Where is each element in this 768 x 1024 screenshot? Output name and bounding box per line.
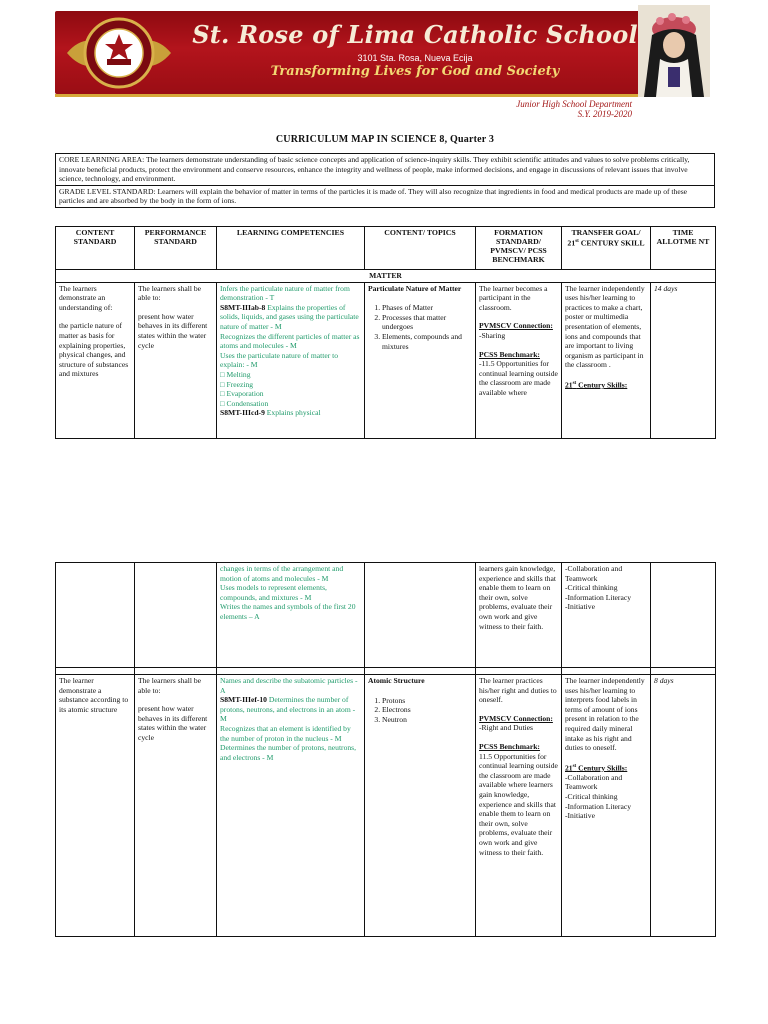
- curriculum-table-part-2: [55, 562, 716, 937]
- table-header-row: [56, 227, 716, 270]
- competencies-cell: Infers the particulate nature of matter from demonstration - T S8MT-IIIab-8 Explains the properties of solids, liquids, and gases using the particulate nature of matter - M Recognizes the different particles of matter as atoms and molecules - M Uses the particulate nature of matter to explain: - M □ Melting □ Freezing □ Evaporation □ Condensation S8MT-IIIcd-9 Explains physical: [217, 282, 365, 438]
- list-item: 3. Neutron: [382, 715, 472, 725]
- time-allotment-cell: 14 days: [651, 282, 716, 438]
- core-learning-area: CORE LEARNING AREA: The learners demonstrate understanding of basic science concepts and application of science-inquiry skills. They exhibit scientific attitudes and values to solve problems critically, innovate beneficial products, protect the environment and conserve resources, enhance the integrity and wellness of people, make informed decisions, and engage in discussions of relevant issues that involve science, technology, and environment.: [59, 155, 690, 183]
- header-time-allotment: TIME ALLOTME NT: [651, 227, 716, 270]
- topic-list: [368, 303, 472, 351]
- spacer-row: [56, 668, 716, 675]
- transfer-cell: The learner independently uses his/her learning to practices to make a chart, poster or multimedia presentation of elements, ions and compounds that are important to living organism as participant in the classroom . 21st Century Skills:: [562, 282, 651, 438]
- performance-standard-cell: The learners shall be able to: present how water behaves in its different states within the water cycle: [135, 675, 217, 937]
- school-tagline: Transforming Lives for God and Society: [270, 64, 560, 79]
- table-row: [56, 675, 716, 937]
- header-transfer-goal: TRANSFER GOAL/ 21st CENTURY SKILL: [562, 227, 651, 270]
- header-formation-standard: FORMATION STANDARD/ PVMSCV/ PCSS BENCHMARK: [476, 227, 562, 270]
- header-performance-standard: PERFORMANCE STANDARD: [135, 227, 217, 270]
- list-item: 2. Processes that matter undergoes: [382, 313, 472, 332]
- banner-gold-stripe: [55, 94, 695, 97]
- grade-level-standard: GRADE LEVEL STANDARD: Learners will explain the behavior of matter in terms of the particles it is made of. They will also recognize that ingredients in food and medical products are made up of these particles and are absorbed by the body in the form of ions.: [56, 185, 714, 207]
- header-learning-competencies: LEARNING COMPETENCIES: [217, 227, 365, 270]
- content-standard-cell: The learner demonstrate a substance according to its atomic structure: [56, 675, 135, 937]
- school-address: 3101 Sta. Rosa, Nueva Ecija: [357, 53, 473, 63]
- section-matter: MATTER: [56, 270, 716, 283]
- competencies-cell: changes in terms of the arrangement and motion of atoms and molecules - M Uses models to represent elements, compounds, and mixtures - M Writes the names and symbols of the first 20 elements – A: [217, 563, 365, 668]
- content-standard-cell: The learners demonstrate an understanding of: the particle nature of matter as basis for explaining properties, physical changes, and structure of substances and mixtures: [56, 282, 135, 438]
- topic-list: [368, 696, 472, 725]
- list-item: 1. Protons: [382, 696, 472, 706]
- table-row: [56, 563, 716, 668]
- department-label: Junior High School Department: [516, 99, 632, 109]
- list-item: 1. Phases of Matter: [382, 303, 472, 313]
- competencies-cell: Names and describe the subatomic particles - A S8MT-IIIef-10 Determines the number of protons, neutrons, and electrons in an atom - M Recognizes that an element is identified by the number of proton in the nucleus - M Determines the number of protons, neutrons, and electrons - M: [217, 675, 365, 937]
- header-content-standard: CONTENT STANDARD: [56, 227, 135, 270]
- table-row: [56, 282, 716, 438]
- standards-box: [55, 153, 715, 208]
- school-year-label: S.Y. 2019-2020: [577, 109, 632, 119]
- saint-rose-portrait: [638, 5, 710, 97]
- performance-standard-cell: The learners shall be able to: present how water behaves in its different states within the water cycle: [135, 282, 217, 438]
- topics-cell: Atomic Structure 1. Protons 2. Electrons 3. Neutron: [365, 675, 476, 937]
- transfer-cell: -Collaboration and Teamwork -Critical thinking -Information Literacy -Initiative: [562, 563, 651, 668]
- content-standard-cell: [56, 563, 135, 668]
- formation-cell: The learner becomes a participant in the classroom. PVMSCV Connection: -Sharing PCSS Benchmark: -11.5 Opportunities for continual learning outside the classroom are made available where: [476, 282, 562, 438]
- school-seal-logo: [63, 14, 175, 92]
- topics-cell: Particulate Nature of Matter 1. Phases of Matter 2. Processes that matter undergoes 3. Elements, compounds and mixtures: [365, 282, 476, 438]
- section-row: [56, 270, 716, 283]
- transfer-cell: The learner independently uses his/her learning to interprets food labels in terms of amount of ions present in relation to the required daily mineral intake as his right and duties to oneself. 21st Century Skills: -Collaboration and Teamwork -Critical thinking -Information Literacy -Initiative: [562, 675, 651, 937]
- time-allotment-cell: 8 days: [651, 675, 716, 937]
- time-allotment-cell: [651, 563, 716, 668]
- list-item: 2. Electrons: [382, 705, 472, 715]
- formation-cell: The learner practices his/her right and duties to oneself. PVMSCV Connection: -Right and Duties PCSS Benchmark: 11.5 Opportunities for continual learning outside the classroom are made available where learners gain knowledge, experience and skills that enable them to learn on their own, solve problems, evaluate their own work and give witness to their faith.: [476, 675, 562, 937]
- performance-standard-cell: [135, 563, 217, 668]
- document-title: CURRICULUM MAP IN SCIENCE 8, Quarter 3: [275, 134, 495, 145]
- formation-cell: learners gain knowledge, experience and skills that enable them to learn on their own, solve problems, evaluate their own work and give witness to their faith.: [476, 563, 562, 668]
- school-name: St. Rose of Lima Catholic School: [192, 20, 638, 49]
- curriculum-table-part-1: [55, 226, 716, 439]
- list-item: 3. Elements, compounds and mixtures: [382, 332, 472, 351]
- header-content-topics: CONTENT/ TOPICS: [365, 227, 476, 270]
- topics-cell: [365, 563, 476, 668]
